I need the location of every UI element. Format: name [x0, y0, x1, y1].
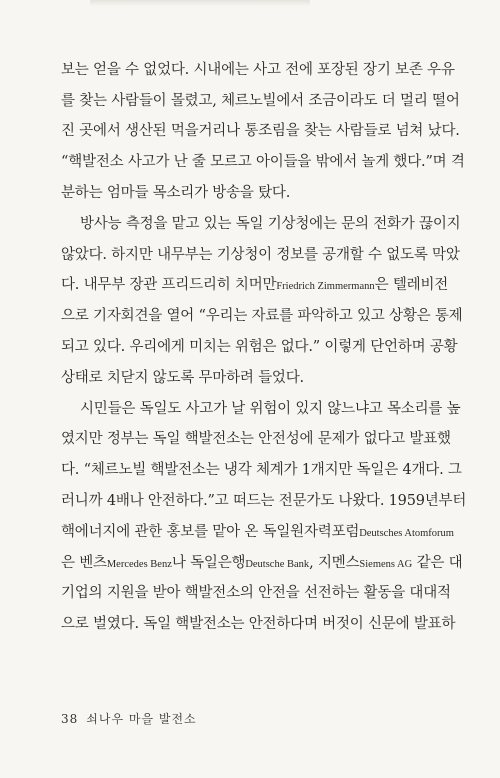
foreign-name: Friedrich Zimmermann [276, 281, 375, 292]
text-run: 은 벤츠 [61, 555, 107, 571]
text-line-11: 상태로 치닫지 않도록 무마하려 들었다. [61, 370, 304, 386]
text-line-9: 으로 기자회견을 열어 “우리는 자료를 파악하고 있고 상황은 통제 [61, 308, 463, 324]
foreign-name: Deutsches Atomforum [359, 528, 454, 539]
page-footer [61, 710, 197, 727]
foreign-name: Siemens AG [359, 559, 413, 570]
text-line-3: 진 곳에서 생산된 먹을거리나 통조림을 찾는 사람들로 넘쳐 났다. [61, 123, 460, 139]
text-line-16 [61, 522, 454, 544]
text-run: , 지멘스 [309, 555, 360, 571]
text-line-12: 시민들은 독일도 사고가 날 위험이 있지 않느냐고 목소리를 높 [80, 401, 461, 417]
text-line-2: 를 찾는 사람들이 몰렸고, 체르노빌에서 조금이라도 더 멀리 떨어 [61, 93, 460, 109]
text-line-17 [61, 553, 463, 575]
text-line-10: 되고 있다. 우리에게 미치는 위험은 없다.” 이렇게 단언하며 공황 [61, 339, 458, 355]
text-line-4: “핵발전소 사고가 난 줄 모르고 아이들을 밖에서 놀게 했다.”며 격 [61, 154, 465, 170]
text-line-8 [61, 275, 449, 297]
text-line-5: 분하는 엄마들 목소리가 방송을 탔다. [61, 185, 291, 201]
text-line-1: 보는 얻을 수 없었다. 시내에는 사고 전에 포장된 장기 보존 우유 [61, 62, 455, 78]
text-run: 같은 대 [412, 555, 463, 571]
running-title: 쇠나우 마을 발전소 [86, 712, 197, 726]
text-line-19: 으로 벌였다. 독일 핵발전소는 안전하다며 버젓이 신문에 발표하 [61, 616, 456, 632]
text-line-13: 였지만 정부는 독일 핵발전소는 안전성에 문제가 없다고 발표했 [61, 431, 451, 447]
page-number: 38 [61, 712, 79, 726]
foreign-name: Deutsche Bank [245, 559, 310, 570]
text-line-6: 방사능 측정을 맡고 있는 독일 기상청에는 문의 전화가 끊이지 [80, 216, 461, 232]
bleed-through-strip [90, 0, 310, 6]
text-line-14: 다. “체르노빌 핵발전소는 냉각 체계가 1개지만 독일은 4개다. 그 [61, 462, 462, 478]
foreign-name: Mercedes Benz [106, 559, 172, 570]
text-run: 다. 내무부 장관 프리드리히 치머만 [61, 277, 277, 293]
text-line-15: 러니까 4배나 안전하다.”고 떠드는 전문가도 나왔다. 1959년부터 [61, 493, 467, 509]
text-line-7: 않았다. 하지만 내무부는 기상청이 정보를 공개할 수 없도록 막았 [61, 247, 460, 263]
text-run: 은 텔레비전 [374, 277, 449, 293]
text-run: 나 독일은행 [171, 555, 246, 571]
text-run: 핵에너지에 관한 홍보를 맡아 온 독일원자력포럼 [61, 524, 360, 540]
text-line-18: 기업의 지원을 받아 핵발전소의 안전을 선전하는 활동을 대대적 [61, 585, 451, 601]
